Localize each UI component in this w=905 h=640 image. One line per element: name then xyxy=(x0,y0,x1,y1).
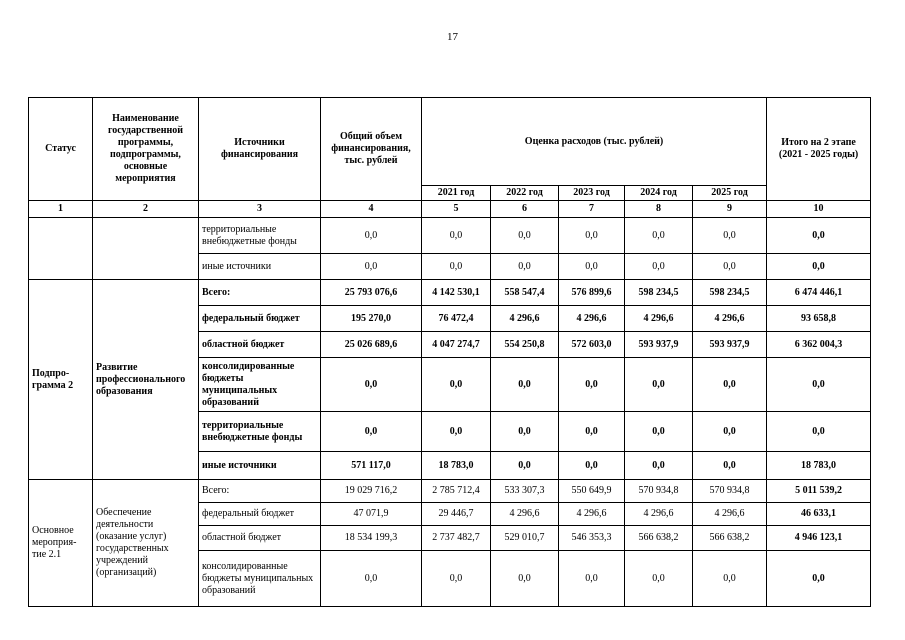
value-cell: 0,0 xyxy=(625,358,693,412)
value-cell: 0,0 xyxy=(321,412,422,452)
value-cell: 0,0 xyxy=(625,452,693,480)
value-cell: 593 937,9 xyxy=(625,332,693,358)
value-cell: 571 117,0 xyxy=(321,452,422,480)
header-total-volume: Общий объем финансирования, тыс. рублей xyxy=(321,98,422,201)
header-year: 2024 год xyxy=(625,186,693,201)
value-cell: 0,0 xyxy=(693,551,767,607)
value-cell: 0,0 xyxy=(693,358,767,412)
value-cell: 0,0 xyxy=(321,551,422,607)
value-cell: 4 296,6 xyxy=(693,503,767,526)
funding-source-cell: Всего: xyxy=(199,480,321,503)
program-name-cell: Развитие профессионального образования xyxy=(93,280,199,480)
value-cell: 2 737 482,7 xyxy=(422,526,491,551)
value-cell: 19 029 716,2 xyxy=(321,480,422,503)
value-cell: 0,0 xyxy=(625,218,693,254)
value-cell: 546 353,3 xyxy=(559,526,625,551)
value-cell: 0,0 xyxy=(693,218,767,254)
value-cell: 0,0 xyxy=(625,412,693,452)
column-index: 6 xyxy=(491,201,559,218)
value-cell: 533 307,3 xyxy=(491,480,559,503)
value-cell: 0,0 xyxy=(625,254,693,280)
column-index: 5 xyxy=(422,201,491,218)
funding-source-cell: иные источники xyxy=(199,254,321,280)
value-cell: 566 638,2 xyxy=(693,526,767,551)
value-cell: 0,0 xyxy=(693,452,767,480)
column-index: 8 xyxy=(625,201,693,218)
value-cell: 4 296,6 xyxy=(693,306,767,332)
program-name-cell: Обеспечение деятельности (оказание услуг) государственных учреждений (организаций) xyxy=(93,480,199,607)
stage-total-cell: 18 783,0 xyxy=(767,452,871,480)
value-cell: 18 534 199,3 xyxy=(321,526,422,551)
value-cell: 558 547,4 xyxy=(491,280,559,306)
header-name: Наименование государственной программы, подпрограммы, основные мероприятия xyxy=(93,98,199,201)
value-cell: 570 934,8 xyxy=(625,480,693,503)
value-cell: 4 296,6 xyxy=(625,503,693,526)
value-cell: 4 296,6 xyxy=(559,306,625,332)
value-cell: 4 296,6 xyxy=(625,306,693,332)
stage-total-cell: 0,0 xyxy=(767,254,871,280)
value-cell: 570 934,8 xyxy=(693,480,767,503)
stage-total-cell: 0,0 xyxy=(767,218,871,254)
value-cell: 0,0 xyxy=(559,218,625,254)
value-cell: 576 899,6 xyxy=(559,280,625,306)
stage-total-cell: 0,0 xyxy=(767,358,871,412)
table-row xyxy=(29,480,871,503)
funding-source-cell: федеральный бюджет xyxy=(199,306,321,332)
funding-source-cell: территориальные внебюджетные фонды xyxy=(199,412,321,452)
column-index: 1 xyxy=(29,201,93,218)
header-sources: Источники финансирования xyxy=(199,98,321,201)
value-cell: 0,0 xyxy=(491,254,559,280)
value-cell: 4 047 274,7 xyxy=(422,332,491,358)
value-cell: 572 603,0 xyxy=(559,332,625,358)
stage-total-cell: 46 633,1 xyxy=(767,503,871,526)
column-index: 7 xyxy=(559,201,625,218)
stage-total-cell: 6 474 446,1 xyxy=(767,280,871,306)
funding-source-cell: иные источники xyxy=(199,452,321,480)
value-cell: 598 234,5 xyxy=(693,280,767,306)
column-index: 4 xyxy=(321,201,422,218)
header-stage-total: Итого на 2 этапе (2021 - 2025 годы) xyxy=(767,98,871,201)
value-cell: 550 649,9 xyxy=(559,480,625,503)
value-cell: 598 234,5 xyxy=(625,280,693,306)
value-cell: 0,0 xyxy=(559,412,625,452)
value-cell: 4 296,6 xyxy=(491,306,559,332)
value-cell: 0,0 xyxy=(321,358,422,412)
header-year: 2023 год xyxy=(559,186,625,201)
funding-source-cell: федеральный бюджет xyxy=(199,503,321,526)
column-index: 2 xyxy=(93,201,199,218)
value-cell: 0,0 xyxy=(321,218,422,254)
value-cell: 529 010,7 xyxy=(491,526,559,551)
value-cell: 0,0 xyxy=(491,412,559,452)
value-cell: 4 296,6 xyxy=(559,503,625,526)
status-cell: Подпро-грамма 2 xyxy=(29,280,93,480)
value-cell: 0,0 xyxy=(625,551,693,607)
value-cell: 554 250,8 xyxy=(491,332,559,358)
header-year: 2022 год xyxy=(491,186,559,201)
table-row xyxy=(29,280,871,306)
value-cell: 0,0 xyxy=(422,218,491,254)
table-body xyxy=(29,218,871,607)
stage-total-cell: 6 362 004,3 xyxy=(767,332,871,358)
column-index: 10 xyxy=(767,201,871,218)
header-status: Статус xyxy=(29,98,93,201)
value-cell: 0,0 xyxy=(559,452,625,480)
value-cell: 0,0 xyxy=(321,254,422,280)
value-cell: 25 026 689,6 xyxy=(321,332,422,358)
value-cell: 0,0 xyxy=(422,412,491,452)
program-name-cell xyxy=(93,218,199,280)
value-cell: 593 937,9 xyxy=(693,332,767,358)
value-cell: 0,0 xyxy=(422,551,491,607)
value-cell: 0,0 xyxy=(491,452,559,480)
value-cell: 195 270,0 xyxy=(321,306,422,332)
table-header xyxy=(29,98,871,218)
funding-source-cell: консолидированные бюджеты муниципальных образований xyxy=(199,358,321,412)
value-cell: 0,0 xyxy=(559,358,625,412)
status-cell xyxy=(29,218,93,280)
budget-table xyxy=(28,97,871,607)
value-cell: 0,0 xyxy=(491,358,559,412)
value-cell: 76 472,4 xyxy=(422,306,491,332)
column-index: 3 xyxy=(199,201,321,218)
value-cell: 0,0 xyxy=(693,254,767,280)
funding-source-cell: областной бюджет xyxy=(199,526,321,551)
value-cell: 4 296,6 xyxy=(491,503,559,526)
stage-total-cell: 4 946 123,1 xyxy=(767,526,871,551)
value-cell: 29 446,7 xyxy=(422,503,491,526)
stage-total-cell: 0,0 xyxy=(767,551,871,607)
value-cell: 0,0 xyxy=(491,551,559,607)
funding-source-cell: территориальные внебюджетные фонды xyxy=(199,218,321,254)
value-cell: 18 783,0 xyxy=(422,452,491,480)
value-cell: 0,0 xyxy=(693,412,767,452)
stage-total-cell: 0,0 xyxy=(767,412,871,452)
value-cell: 0,0 xyxy=(491,218,559,254)
header-year: 2021 год xyxy=(422,186,491,201)
stage-total-cell: 5 011 539,2 xyxy=(767,480,871,503)
value-cell: 566 638,2 xyxy=(625,526,693,551)
value-cell: 2 785 712,4 xyxy=(422,480,491,503)
value-cell: 0,0 xyxy=(559,551,625,607)
value-cell: 0,0 xyxy=(559,254,625,280)
value-cell: 4 142 530,1 xyxy=(422,280,491,306)
header-estimate: Оценка расходов (тыс. рублей) xyxy=(422,98,767,186)
funding-source-cell: консолидированные бюджеты муниципальных образований xyxy=(199,551,321,607)
funding-source-cell: областной бюджет xyxy=(199,332,321,358)
status-cell: Основное мероприя-тие 2.1 xyxy=(29,480,93,607)
stage-total-cell: 93 658,8 xyxy=(767,306,871,332)
column-index: 9 xyxy=(693,201,767,218)
page-number: 17 xyxy=(447,31,458,43)
value-cell: 25 793 076,6 xyxy=(321,280,422,306)
funding-source-cell: Всего: xyxy=(199,280,321,306)
value-cell: 0,0 xyxy=(422,254,491,280)
table-row xyxy=(29,218,871,254)
value-cell: 47 071,9 xyxy=(321,503,422,526)
header-year: 2025 год xyxy=(693,186,767,201)
value-cell: 0,0 xyxy=(422,358,491,412)
